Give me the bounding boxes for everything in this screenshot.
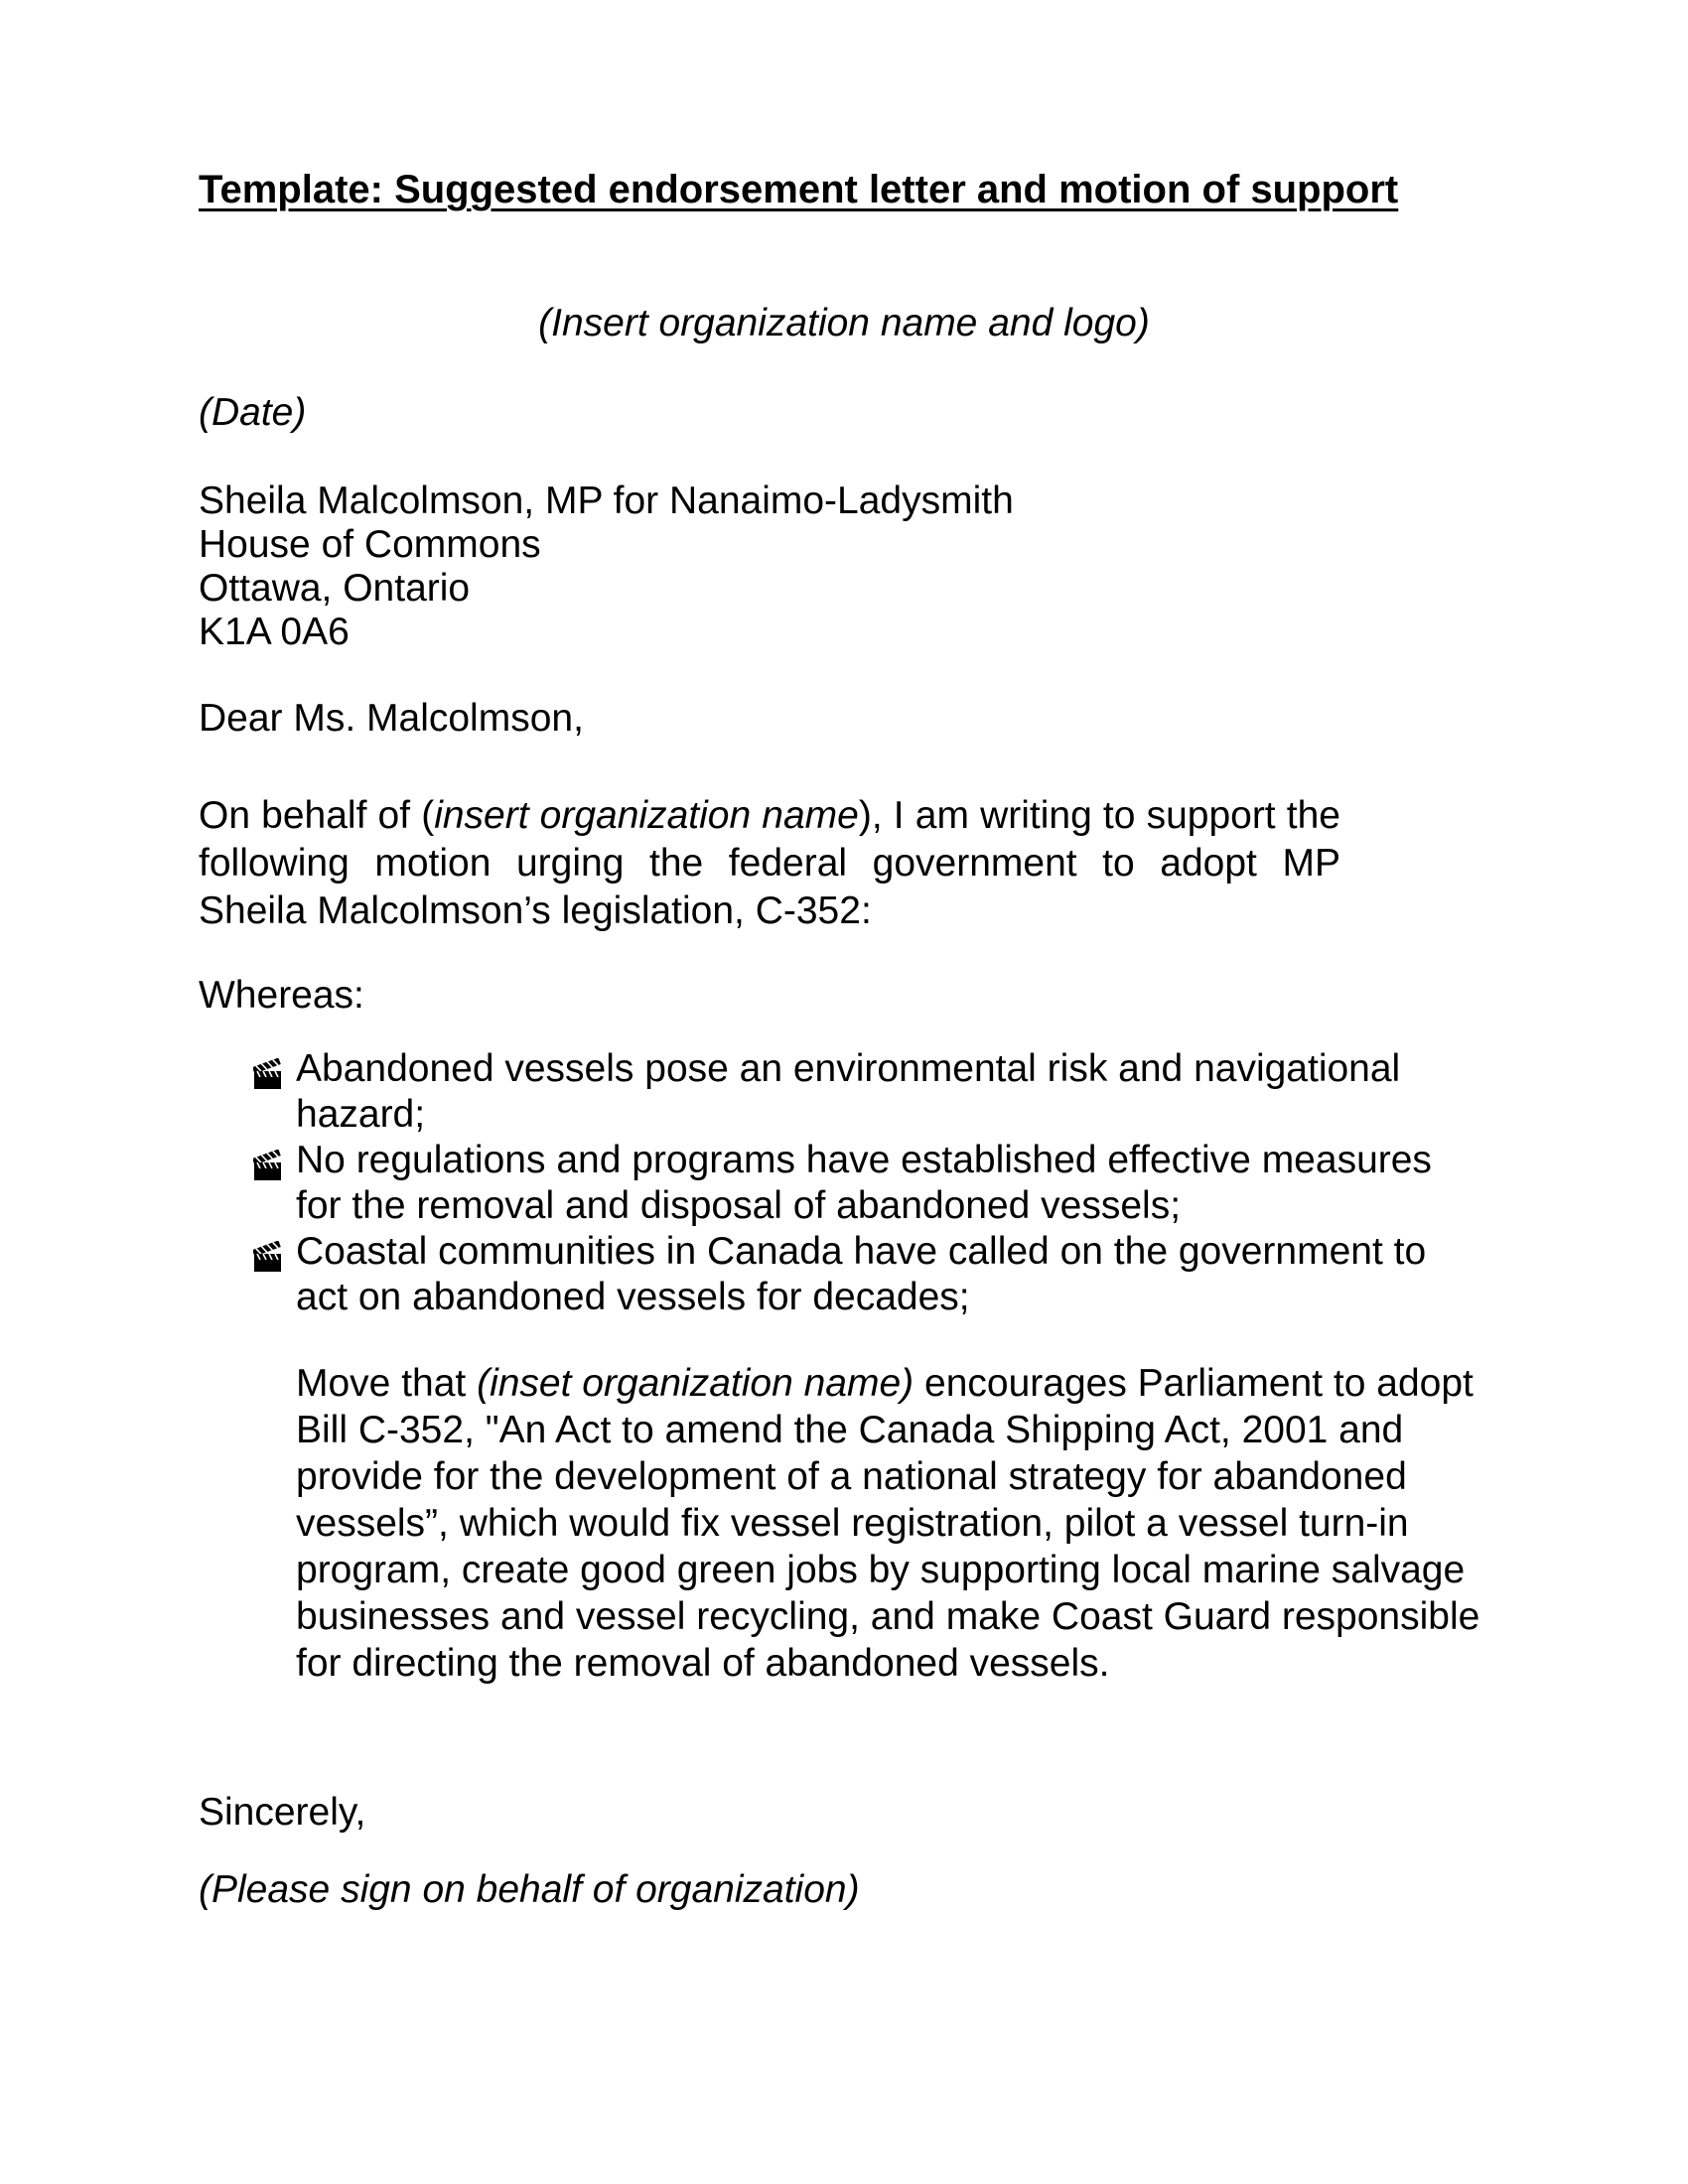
- page-title: Template: Suggested endorsement letter and motion of support: [199, 168, 1399, 211]
- date-placeholder: (Date): [199, 391, 307, 434]
- salutation: Dear Ms. Malcolmson,: [199, 697, 584, 740]
- clapperboard-icon: [253, 1238, 283, 1270]
- recipient-address-line: K1A 0A6: [199, 611, 350, 653]
- recipient-address-line: Ottawa, Ontario: [199, 567, 471, 610]
- bullet-text: Coastal communities in Canada have called on the government to act on abandoned vessels for decades;: [296, 1230, 1427, 1318]
- intro-text-post: ), I am writing to support the following motion urging the federal government to adopt MP Sheila Malcolmson’s legislation, C-352:: [199, 794, 1340, 932]
- motion-text-italic: (inset organization name): [477, 1362, 914, 1405]
- org-logo-placeholder: (Insert organization name and logo): [538, 302, 1150, 344]
- motion-text-post: encourages Parliament to adopt Bill C-352, "An Act to amend the Canada Shipping Act, 2001 and provide for the development of a national strategy for abandoned vessels”, which would fix vessel registration, pilot a vessel turn-in program, create good green jobs by supporting local marine salvage businesses and vessel recycling, and make Coast Guard responsible for directing the removal of abandoned vessels.: [296, 1362, 1480, 1685]
- motion-text-pre: Move that: [296, 1362, 478, 1405]
- whereas-list: [199, 1046, 1435, 1320]
- bullet-text: No regulations and programs have established effective measures for the removal and disposal of abandoned vessels;: [296, 1139, 1432, 1227]
- intro-text-italic: insert organization name: [434, 794, 859, 837]
- recipient-address: [199, 479, 1390, 654]
- intro-text-pre: On behalf of (: [199, 794, 435, 837]
- bullet-text: Abandoned vessels pose an environmental risk and navigational hazard;: [296, 1047, 1401, 1136]
- motion-paragraph: [296, 1360, 1482, 1687]
- signature-placeholder: (Please sign on behalf of organization): [199, 1868, 860, 1911]
- list-item: [199, 1046, 1435, 1138]
- intro-paragraph: [199, 792, 1340, 935]
- list-item: [199, 1229, 1435, 1320]
- recipient-address-line: Sheila Malcolmson, MP for Nanaimo-Ladysmith: [199, 479, 1014, 522]
- recipient-address-line: House of Commons: [199, 523, 541, 566]
- clapperboard-icon: [253, 1055, 283, 1087]
- list-item: [199, 1138, 1435, 1229]
- closing: Sincerely,: [199, 1791, 366, 1834]
- clapperboard-icon: [253, 1147, 283, 1178]
- whereas-heading: Whereas:: [199, 974, 364, 1017]
